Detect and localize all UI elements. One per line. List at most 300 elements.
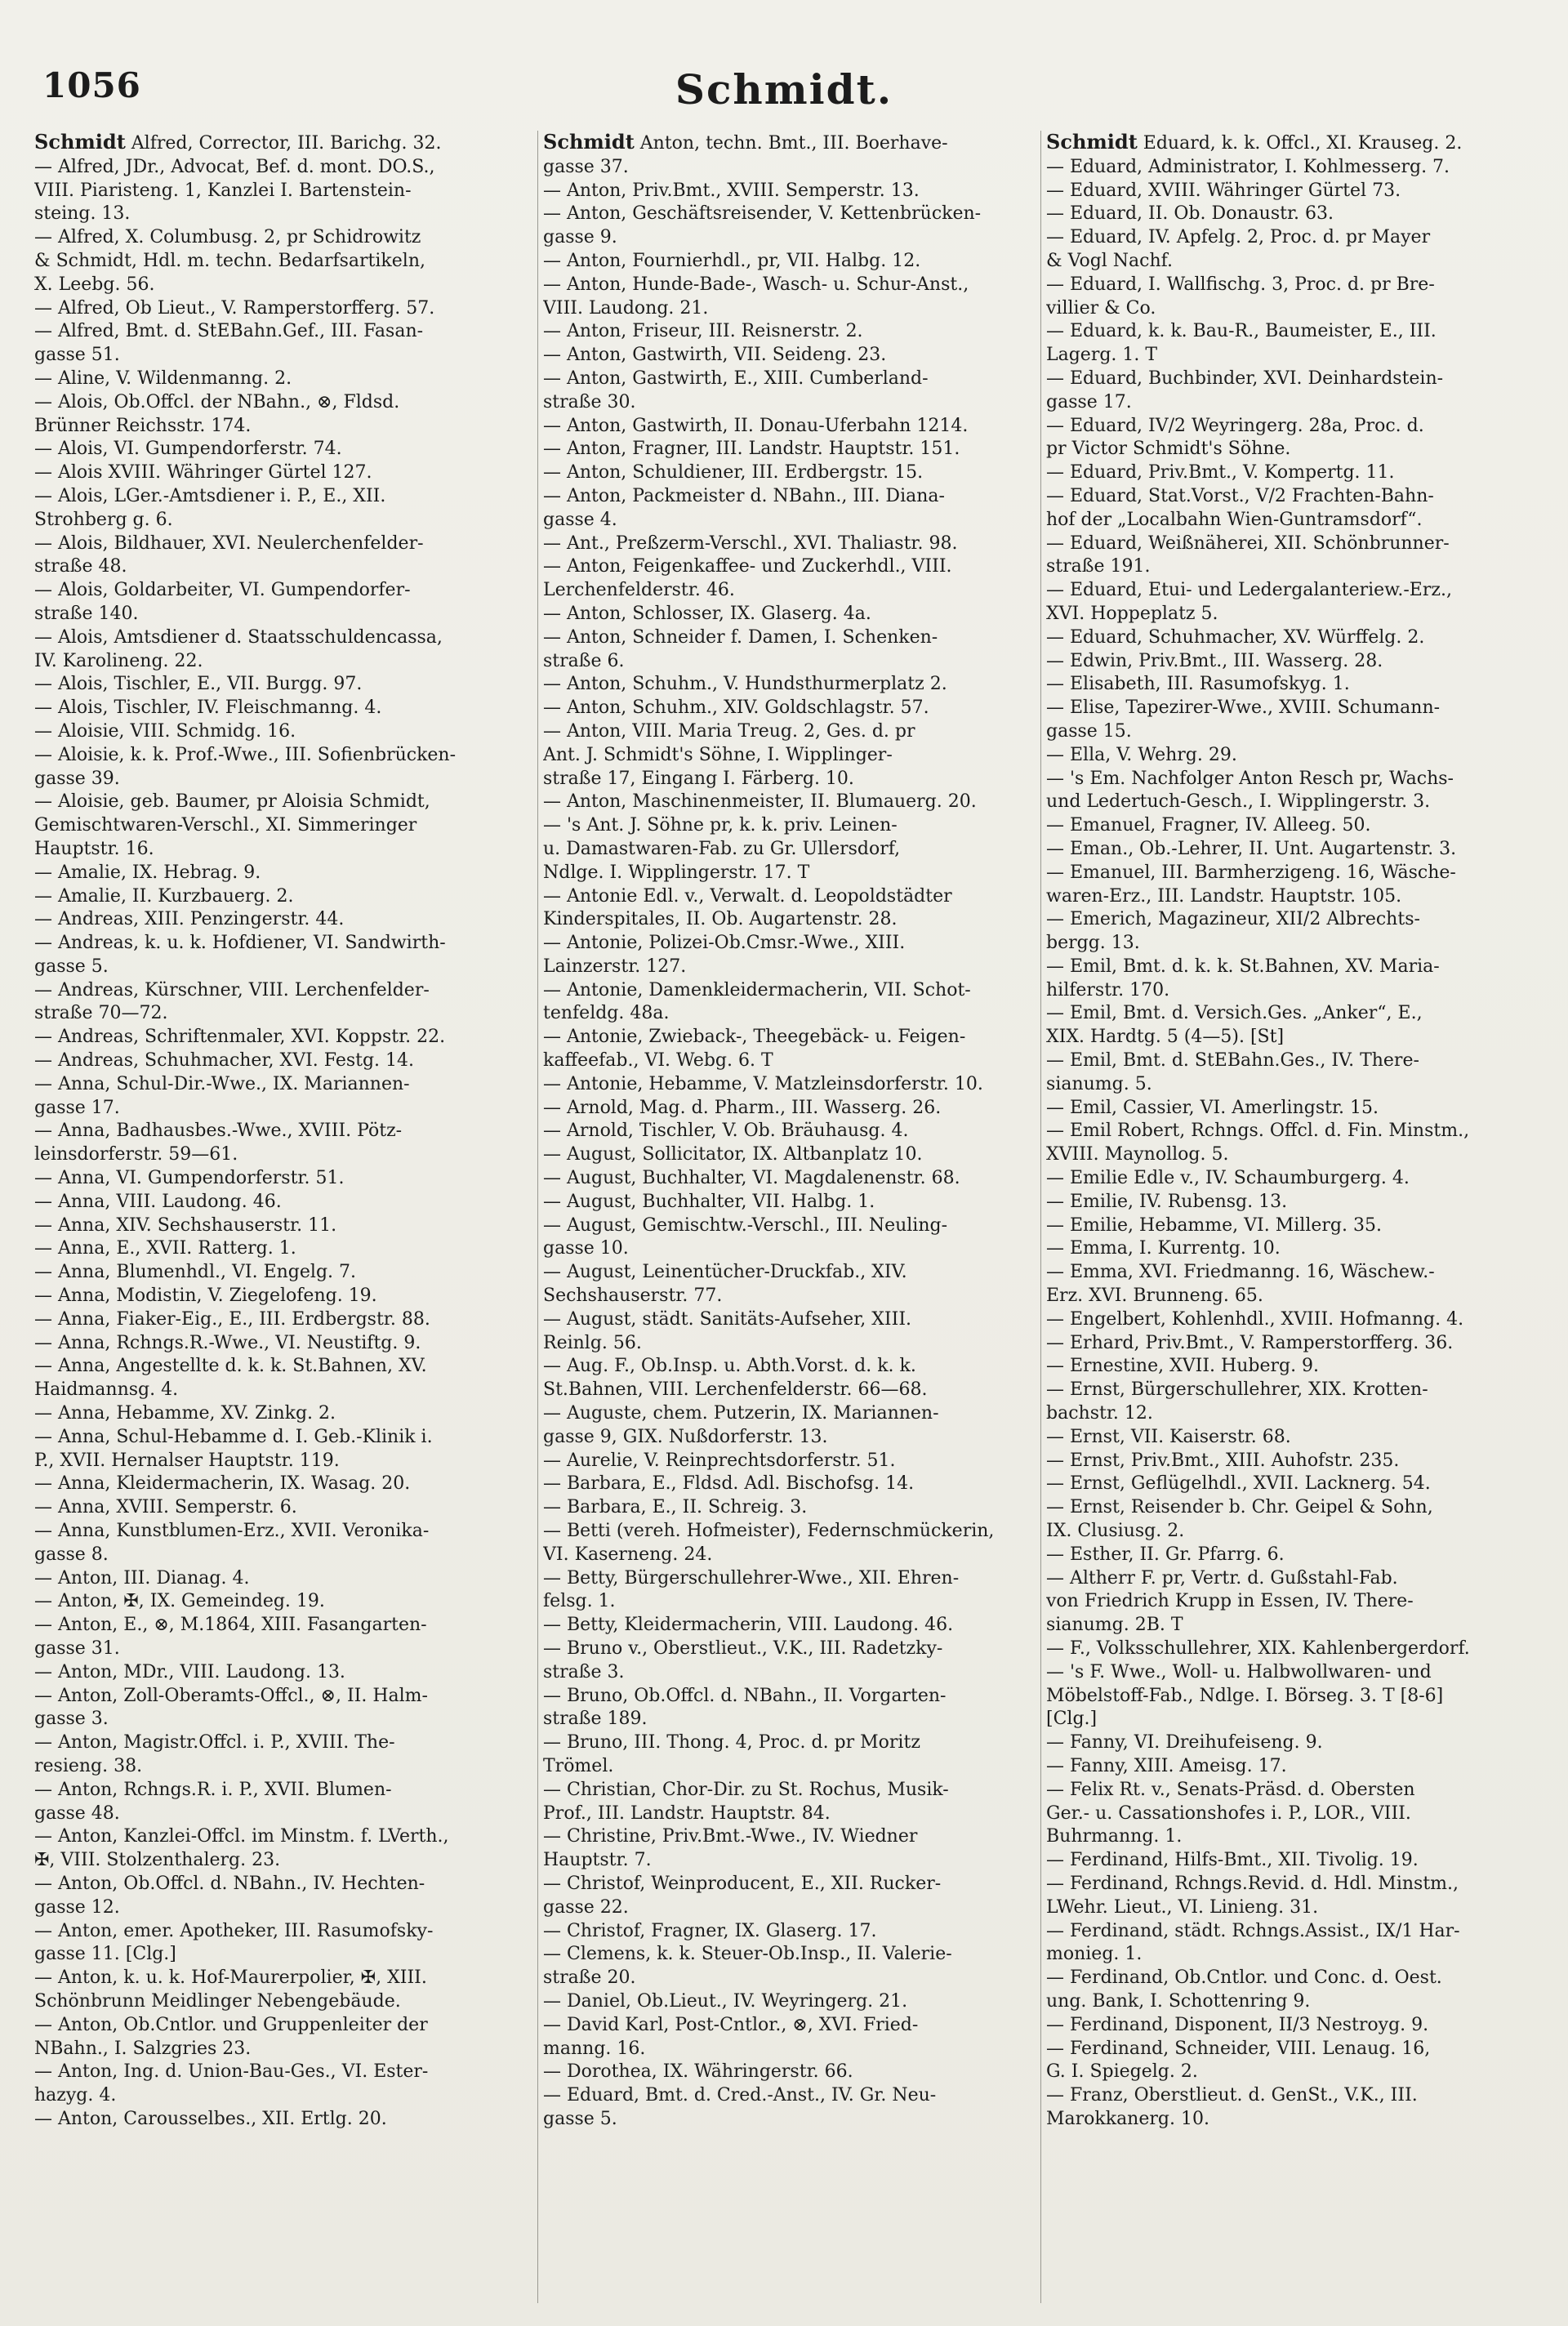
entry-text: — Emilie Edle v., IV. Schaumburgerg. 4.: [1046, 1168, 1410, 1189]
entry-text: — Arnold, Mag. d. Pharm., III. Wasserg. 26.: [543, 1097, 942, 1118]
entry-line: [34, 862, 532, 885]
entry-text: — Andreas, k. u. k. Hofdiener, VI. Sandwirth-: [34, 933, 446, 954]
entry-line: [1046, 297, 1539, 321]
entry-line: [543, 1120, 1036, 1143]
entry-line: [543, 1426, 1036, 1450]
entry-line: [1046, 156, 1539, 180]
entry-line: [1046, 391, 1539, 415]
entry-text: — August, Leinentücher-Druckfab., XIV.: [543, 1262, 907, 1283]
entry-text: — Daniel, Ob.Lieut., IV. Weyringerg. 21.: [543, 1990, 908, 2012]
entry-text: — Clemens, k. k. Steuer-Ob.Insp., II. Valerie-: [543, 1944, 952, 1965]
entry-text: gasse 9, GIX. Nußdorferstr. 13.: [543, 1426, 828, 1447]
entry-line: [1046, 1143, 1539, 1167]
entry-text: — Anton, VIII. Maria Treug. 2, Ges. d. pr: [543, 720, 915, 742]
entry-line: [34, 1143, 532, 1167]
entry-line: [34, 1661, 532, 1685]
entry-text: — Emma, XVI. Friedmanng. 16, Wäschew.-: [1046, 1262, 1435, 1283]
entry-text: — Anton, Priv.Bmt., XVIII. Semperstr. 13.: [543, 180, 920, 201]
entry-line: [34, 1073, 532, 1097]
entry-line: [34, 391, 532, 415]
entry-text: — Bruno v., Oberstlieut., V.K., III. Radetzky-: [543, 1638, 943, 1659]
entry-line: [34, 1026, 532, 1049]
entry-text: Möbelstoff-Fab., Ndlge. I. Börseg. 3. T [8-6]: [1046, 1685, 1444, 1706]
entry-text: — Emil, Bmt. d. Versich.Ges. „Anker“, E.,: [1046, 1003, 1423, 1024]
entry-line: [1046, 603, 1539, 626]
entry-line: [34, 697, 532, 720]
entry-line: [543, 1755, 1036, 1779]
entry-line: [34, 838, 532, 862]
entry-line: [34, 226, 532, 250]
entry-line: [34, 1873, 532, 1896]
entry-line: [34, 180, 532, 203]
entry-text: straße 48.: [34, 556, 127, 577]
entry-line: [34, 1544, 532, 1567]
entry-text: sianumg. 5.: [1046, 1073, 1152, 1094]
entry-text: — David Karl, Post-Cntlor., ⊗, XVI. Fried-: [543, 2014, 919, 2035]
entry-text: Trömel.: [543, 1755, 614, 1776]
entry-text: gasse 51.: [34, 345, 120, 366]
entry-line: [34, 368, 532, 391]
entry-line: [1046, 1332, 1539, 1356]
entry-line: [34, 1473, 532, 1496]
entry-text: — Aurelie, V. Reinprechtsdorferstr. 51.: [543, 1450, 896, 1471]
entry-line: [1046, 415, 1539, 439]
entry-line: [1046, 1614, 1539, 1638]
entry-text: bachstr. 12.: [1046, 1403, 1153, 1424]
entry-line: [543, 1097, 1036, 1121]
entry-text: — Ernst, VII. Kaiserstr. 68.: [1046, 1426, 1291, 1447]
entry-line: [543, 1379, 1036, 1402]
entry-text: straße 189.: [543, 1709, 648, 1730]
entry-line: [1046, 1167, 1539, 1191]
column-2: [537, 131, 1040, 2303]
entry-line: [1046, 1355, 1539, 1379]
entry-line: [34, 1708, 532, 1731]
entry-line: [34, 1002, 532, 1026]
entry-line: [34, 344, 532, 368]
entry-line: [543, 1355, 1036, 1379]
entry-line: [34, 156, 532, 180]
entry-text: gasse 39.: [34, 768, 120, 789]
entry-text: — Anna, Kunstblumen-Erz., XVII. Veronika-: [34, 1521, 430, 1542]
entry-line: [543, 979, 1036, 1003]
entry-text: Anton, techn. Bmt., III. Boerhave-: [634, 133, 948, 154]
entry-line: [543, 1520, 1036, 1544]
entry-text: — Emerich, Magazineur, XII/2 Albrechts-: [1046, 909, 1420, 930]
entry-text: IX. Clusiusg. 2.: [1046, 1521, 1185, 1542]
entry-line: [34, 320, 532, 344]
entry-text: G. I. Spiegelg. 2.: [1046, 2061, 1198, 2083]
entry-line: [1046, 1544, 1539, 1567]
entry-line: [34, 1614, 532, 1638]
entry-line: [34, 2061, 532, 2084]
entry-text: [Clg.]: [1046, 1709, 1098, 1730]
entry-line: [1046, 1496, 1539, 1520]
entry-line: [1046, 1120, 1539, 1143]
entry-text: — F., Volksschullehrer, XIX. Kahlenbergerdorf.: [1046, 1638, 1470, 1659]
entry-line: [34, 768, 532, 791]
entry-text: straße 20.: [543, 1967, 636, 1989]
entry-line: [543, 1285, 1036, 1308]
entry-text: — Anna, Kleidermacherin, IX. Wasag. 20.: [34, 1473, 411, 1495]
entry-text: straße 191.: [1046, 556, 1151, 577]
entry-line: [34, 1520, 532, 1544]
entry-text: — Alois, Tischler, IV. Fleischmanng. 4.: [34, 697, 382, 719]
entry-text: — Anna, Schul-Hebamme d. I. Geb.-Klinik i.: [34, 1426, 433, 1447]
entry-line: [1046, 485, 1539, 509]
entry-text: bergg. 13.: [1046, 933, 1140, 954]
entry-line: [543, 932, 1036, 956]
entry-line: [34, 1638, 532, 1661]
entry-text: — Eduard, Bmt. d. Cred.-Anst., IV. Gr. Neu-: [543, 2085, 937, 2106]
entry-line: [1046, 1990, 1539, 2014]
entry-line: [34, 415, 532, 439]
entry-text: — Antonie, Damenkleidermacherin, VII. Schot-: [543, 979, 971, 1000]
entry-text: straße 6.: [543, 650, 625, 671]
entry-line: [34, 1261, 532, 1285]
entry-text: Haidmannsg. 4.: [34, 1379, 179, 1401]
entry-line: [34, 1332, 532, 1356]
entry-text: — Auguste, chem. Putzerin, IX. Mariannen-: [543, 1403, 939, 1424]
entry-line: [34, 1590, 532, 1614]
entry-line: [543, 1026, 1036, 1049]
entry-line: [543, 673, 1036, 697]
entry-line: [1046, 2014, 1539, 2038]
entry-line: [1046, 1191, 1539, 1214]
entry-text: X. Leebg. 56.: [34, 274, 155, 295]
entry-line: [543, 1943, 1036, 1967]
entry-line: [1046, 1896, 1539, 1920]
entry-text: — Anton, Geschäftsreisender, V. Kettenbrücken-: [543, 203, 982, 225]
entry-line: [543, 744, 1036, 768]
entry-text: Lainzerstr. 127.: [543, 956, 687, 977]
entry-line: [543, 1496, 1036, 1520]
entry-text: — Alfred, Bmt. d. StEBahn.Gef., III. Fasan-: [34, 321, 424, 342]
entry-text: — Anton, Gastwirth, E., XIII. Cumberland-: [543, 368, 929, 389]
entry-line: [34, 979, 532, 1003]
entry-line: [34, 1731, 532, 1755]
entry-line: [1046, 908, 1539, 932]
entry-line: [1046, 344, 1539, 368]
entry-text: — Aloisie, k. k. Prof.-Wwe., III. Sofienbrücken-: [34, 744, 457, 765]
entry-line: [543, 1450, 1036, 1473]
entry-text: VIII. Laudong. 21.: [543, 297, 709, 319]
entry-text: — Anton, Carousselbes., XII. Ertlg. 20.: [34, 2108, 387, 2129]
entry-text: — August, städt. Sanitäts-Aufseher, XIII.: [543, 1308, 911, 1330]
entry-line: [34, 1896, 532, 1920]
entry-text: Ndlge. I. Wipplingerstr. 17. T: [543, 862, 810, 883]
entry-line: [543, 2108, 1036, 2132]
entry-text: — Anton, Feigenkaffee- und Zuckerhdl., VIII.: [543, 556, 952, 577]
entry-line: [34, 673, 532, 697]
entry-text: Ant. J. Schmidt's Söhne, I. Wipplinger-: [543, 744, 893, 765]
entry-line: [1046, 1261, 1539, 1285]
entry-line: [543, 297, 1036, 321]
entry-text: gasse 3.: [34, 1709, 109, 1730]
entry-line: [543, 203, 1036, 226]
entry-line: [1046, 1308, 1539, 1332]
page-heading: Schmidt.: [675, 65, 893, 114]
entry-line: [34, 438, 532, 461]
entry-line: [543, 485, 1036, 509]
entry-text: VIII. Piaristeng. 1, Kanzlei I. Bartenstein-: [34, 180, 412, 201]
directory-columns: [34, 131, 1545, 2303]
entry-text: — Bruno, III. Thong. 4, Proc. d. pr Moritz: [543, 1732, 920, 1753]
entry-text: — Aug. F., Ob.Insp. u. Abth.Vorst. d. k. k.: [543, 1356, 916, 1377]
entry-text: — Amalie, IX. Hebrag. 9.: [34, 862, 261, 883]
entry-text: — Ernst, Reisender b. Chr. Geipel & Sohn,: [1046, 1497, 1433, 1518]
entry-line: [1046, 744, 1539, 768]
entry-text: — Anna, E., XVII. Ratterg. 1.: [34, 1238, 296, 1259]
entry-line: [543, 768, 1036, 791]
entry-text: — Anton, Kanzlei-Offcl. im Minstm. f. LVerth.,: [34, 1826, 449, 1847]
entry-line: [34, 1214, 532, 1238]
entry-text: — Antonie, Hebamme, V. Matzleinsdorferstr. 10.: [543, 1073, 983, 1094]
entry-text: — Alois, Amtsdiener d. Staatsschuldencassa,: [34, 626, 443, 648]
entry-line: [543, 1261, 1036, 1285]
entry-line: [543, 415, 1036, 439]
entry-text: — Ferdinand, Disponent, II/3 Nestroyg. 9.: [1046, 2014, 1429, 2035]
entry-text: Hauptstr. 16.: [34, 838, 154, 859]
entry-line: [34, 1967, 532, 1990]
entry-text: — Ernestine, XVII. Huberg. 9.: [1046, 1356, 1320, 1377]
entry-line: [34, 1167, 532, 1191]
entry-line: [34, 1097, 532, 1121]
entry-text: gasse 11. [Clg.]: [34, 1944, 176, 1965]
entry-line: [34, 1237, 532, 1261]
entry-line: [543, 697, 1036, 720]
entry-line: [34, 1567, 532, 1591]
entry-line: [1046, 2108, 1539, 2132]
entry-text: — Anna, XVIII. Semperstr. 6.: [34, 1497, 297, 1518]
entry-line: [543, 1802, 1036, 1826]
entry-line: [34, 1308, 532, 1332]
entry-text: ung. Bank, I. Schottenring 9.: [1046, 1990, 1311, 2012]
entry-text: — Esther, II. Gr. Pfarrg. 6.: [1046, 1544, 1285, 1565]
entry-surname-line: [34, 131, 532, 156]
entry-line: [34, 720, 532, 744]
entry-line: [1046, 932, 1539, 956]
entry-line: [543, 438, 1036, 461]
entry-text: — Antonie, Zwieback-, Theegebäck- u. Feigen-: [543, 1027, 966, 1048]
entry-line: [543, 509, 1036, 532]
entry-line: [34, 2038, 532, 2061]
entry-line: [1046, 203, 1539, 226]
entry-text: — Emilie, IV. Rubensg. 13.: [1046, 1191, 1288, 1212]
entry-line: [1046, 1779, 1539, 1802]
entry-text: — Elise, Tapezirer-Wwe., XVIII. Schumann-: [1046, 697, 1441, 719]
entry-line: [34, 626, 532, 650]
entry-text: gasse 5.: [34, 956, 109, 977]
entry-text: — Anton, E., ⊗, M.1864, XIII. Fasangarten-: [34, 1615, 427, 1636]
entry-text: gasse 22.: [543, 1896, 629, 1918]
entry-text: manng. 16.: [543, 2038, 646, 2059]
entry-line: [543, 2038, 1036, 2061]
entry-text: — Anna, Schul-Dir.-Wwe., IX. Mariannen-: [34, 1073, 410, 1094]
entry-line: [1046, 1802, 1539, 1826]
entry-text: — Anton, ✠, IX. Gemeindeg. 19.: [34, 1591, 325, 1612]
entry-text: gasse 10.: [543, 1238, 629, 1259]
entry-line: [543, 1567, 1036, 1591]
entry-line: [34, 297, 532, 321]
entry-text: gasse 31.: [34, 1638, 120, 1659]
entry-text: — Anton, Gastwirth, II. Donau-Uferbahn 1214.: [543, 415, 969, 436]
entry-line: [543, 1473, 1036, 1496]
entry-text: straße 140.: [34, 603, 139, 624]
entry-line: [1046, 1379, 1539, 1402]
entry-text: — Eduard, Administrator, I. Kohlmesserg. 7.: [1046, 156, 1450, 177]
entry-line: [34, 1943, 532, 1967]
entry-line: [543, 226, 1036, 250]
entry-line: [34, 461, 532, 485]
page-header: [0, 65, 1568, 131]
entry-line: [543, 908, 1036, 932]
entry-line: [34, 908, 532, 932]
entry-line: [34, 1920, 532, 1944]
entry-text: — Betty, Bürgerschullehrer-Wwe., XII. Ehren-: [543, 1567, 960, 1589]
entry-line: [34, 885, 532, 909]
entry-text: hilferstr. 170.: [1046, 979, 1170, 1000]
entry-text: gasse 4.: [543, 509, 617, 530]
entry-text: — Andreas, Schriftenmaler, XVI. Koppstr. 22.: [34, 1027, 446, 1048]
entry-line: [34, 932, 532, 956]
entry-text: — Anton, Hunde-Bade-, Wasch- u. Schur-Anst.,: [543, 274, 969, 295]
entry-text: — Anton, Fournierhdl., pr, VII. Halbg. 12.: [543, 250, 921, 271]
entry-line: [1046, 226, 1539, 250]
entry-line: [1046, 673, 1539, 697]
entry-text: — Eduard, XVIII. Währinger Gürtel 73.: [1046, 180, 1401, 201]
entry-text: — Christof, Weinproducent, E., XII. Rucker-: [543, 1873, 942, 1894]
entry-line: [543, 956, 1036, 979]
entry-line: [34, 1402, 532, 1426]
entry-text: — Felix Rt. v., Senats-Präsd. d. Obersten: [1046, 1779, 1415, 1800]
entry-line: [1046, 1873, 1539, 1896]
entry-text: — Alois, VI. Gumpendorferstr. 74.: [34, 439, 342, 460]
surname-heading: Schmidt: [1046, 131, 1138, 154]
entry-text: straße 70—72.: [34, 1003, 168, 1024]
entry-text: — Anna, Angestellte d. k. k. St.Bahnen, XV.: [34, 1356, 427, 1377]
entry-text: — Barbara, E., II. Schreig. 3.: [543, 1497, 808, 1518]
entry-line: [1046, 274, 1539, 297]
entry-line: [543, 532, 1036, 556]
entry-text: — Emilie, Hebamme, VI. Millerg. 35.: [1046, 1214, 1382, 1236]
entry-line: [1046, 1638, 1539, 1661]
entry-line: [34, 1755, 532, 1779]
entry-text: — Anna, Badhausbes.-Wwe., XVIII. Pötz-: [34, 1121, 403, 1142]
entry-text: Erz. XVI. Brunneng. 65.: [1046, 1286, 1263, 1307]
entry-text: & Schmidt, Hdl. m. techn. Bedarfsartikeln,: [34, 250, 425, 271]
entry-line: [34, 2084, 532, 2108]
entry-text: — Eduard, Etui- und Ledergalanteriew.-Erz.,: [1046, 580, 1452, 601]
entry-text: — Dorothea, IX. Währingerstr. 66.: [543, 2061, 853, 2083]
page-number: 1056: [42, 65, 141, 105]
entry-text: — Emil, Bmt. d. StEBahn.Ges., IV. There-: [1046, 1050, 1419, 1072]
entry-line: [543, 814, 1036, 838]
entry-text: — Anton, III. Dianag. 4.: [34, 1567, 250, 1589]
entry-line: [1046, 885, 1539, 909]
entry-line: [1046, 1967, 1539, 1990]
entry-text: — Eduard, I. Wallfischg. 3, Proc. d. pr Bre-: [1046, 274, 1435, 295]
entry-text: Gemischtwaren-Verschl., XI. Simmeringer: [34, 815, 417, 836]
entry-line: [1046, 1590, 1539, 1614]
entry-line: [1046, 1237, 1539, 1261]
column-3: [1040, 131, 1544, 2303]
entry-text: — August, Sollicitator, IX. Altbanplatz 10.: [543, 1144, 923, 1165]
entry-line: [34, 1355, 532, 1379]
entry-text: — Alfred, X. Columbusg. 2, pr Schidrowitz: [34, 227, 421, 248]
entry-line: [543, 1143, 1036, 1167]
entry-text: — Bruno, Ob.Offcl. d. NBahn., II. Vorgarten-: [543, 1685, 947, 1706]
entry-text: — Anton, Maschinenmeister, II. Blumauerg. 20.: [543, 791, 977, 813]
entry-line: [34, 1779, 532, 1802]
entry-text: — Aloisie, geb. Baumer, pr Aloisia Schmidt,: [34, 791, 430, 813]
entry-text: — Christian, Chor-Dir. zu St. Rochus, Musik-: [543, 1779, 949, 1800]
entry-line: [1046, 438, 1539, 461]
entry-text: straße 30.: [543, 391, 636, 412]
entry-line: [543, 250, 1036, 274]
entry-text: — Barbara, E., Fldsd. Adl. Bischofsg. 14.: [543, 1473, 915, 1495]
entry-text: — Anton, Schneider f. Damen, I. Schenken-: [543, 626, 938, 648]
entry-text: — Anton, Fragner, III. Landstr. Hauptstr. 151.: [543, 439, 960, 460]
entry-line: [34, 509, 532, 532]
entry-line: [543, 461, 1036, 485]
entry-line: [543, 1873, 1036, 1896]
entry-line: [34, 1285, 532, 1308]
surname-heading: Schmidt: [543, 131, 635, 154]
entry-text: — Anna, XIV. Sechshauserstr. 11.: [34, 1214, 337, 1236]
entry-text: waren-Erz., III. Landstr. Hauptstr. 105.: [1046, 885, 1402, 907]
entry-text: — Amalie, II. Kurzbauerg. 2.: [34, 885, 294, 907]
entry-line: [34, 956, 532, 979]
entry-line: [543, 720, 1036, 744]
entry-line: [543, 1967, 1036, 1990]
entry-line: [1046, 1426, 1539, 1450]
entry-line: [34, 744, 532, 768]
entry-text: — Eduard, IV. Apfelg. 2, Proc. d. pr Mayer: [1046, 227, 1431, 248]
entry-text: — Aloisie, VIII. Schmidg. 16.: [34, 720, 296, 742]
entry-text: — Eduard, Stat.Vorst., V/2 Frachten-Bahn-: [1046, 485, 1434, 506]
entry-line: [34, 1379, 532, 1402]
entry-text: — Anton, emer. Apotheker, III. Rasumofsky-: [34, 1920, 434, 1941]
entry-text: kaffeefab., VI. Webg. 6. T: [543, 1050, 773, 1072]
entry-line: [34, 1049, 532, 1073]
entry-line: [1046, 1708, 1539, 1731]
entry-text: St.Bahnen, VIII. Lerchenfelderstr. 66—68.: [543, 1379, 928, 1401]
entry-line: [543, 2084, 1036, 2108]
entry-text: — Alois, Goldarbeiter, VI. Gumpendorfer-: [34, 580, 411, 601]
entry-text: — Anton, Rchngs.R. i. P., XVII. Blumen-: [34, 1779, 392, 1800]
entry-text: — Anton, Friseur, III. Reisnerstr. 2.: [543, 321, 863, 342]
entry-text: NBahn., I. Salzgries 23.: [34, 2038, 252, 2059]
entry-text: — Anton, k. u. k. Hof-Maurerpolier, ✠, XIII.: [34, 1967, 427, 1989]
entry-line: [34, 1990, 532, 2014]
entry-text: gasse 9.: [543, 227, 617, 248]
entry-line: [1046, 2038, 1539, 2061]
entry-text: — Anna, VIII. Laudong. 46.: [34, 1191, 282, 1212]
entry-text: — Ferdinand, Schneider, VIII. Lenaug. 16,: [1046, 2038, 1431, 2059]
entry-text: — Anna, Modistin, V. Ziegelofeng. 19.: [34, 1286, 377, 1307]
entry-text: — Betty, Kleidermacherin, VIII. Laudong. 46.: [543, 1615, 954, 1636]
entry-text: — 's Ant. J. Söhne pr, k. k. priv. Leinen-: [543, 815, 898, 836]
entry-text: — Emanuel, III. Barmherzigeng. 16, Wäsche-: [1046, 862, 1456, 883]
entry-text: — Anton, Schuhm., V. Hundsthurmerplatz 2.: [543, 674, 947, 695]
entry-line: [1046, 979, 1539, 1003]
entry-text: Kinderspitales, II. Ob. Augartenstr. 28.: [543, 909, 898, 930]
entry-text: — Antonie, Polizei-Ob.Cmsr.-Wwe., XIII.: [543, 933, 906, 954]
entry-text: XIX. Hardtg. 5 (4—5). [St]: [1046, 1027, 1285, 1048]
entry-text: — Ernst, Priv.Bmt., XIII. Auhofstr. 235.: [1046, 1450, 1400, 1471]
entry-text: XVI. Hoppeplatz 5.: [1046, 603, 1218, 624]
